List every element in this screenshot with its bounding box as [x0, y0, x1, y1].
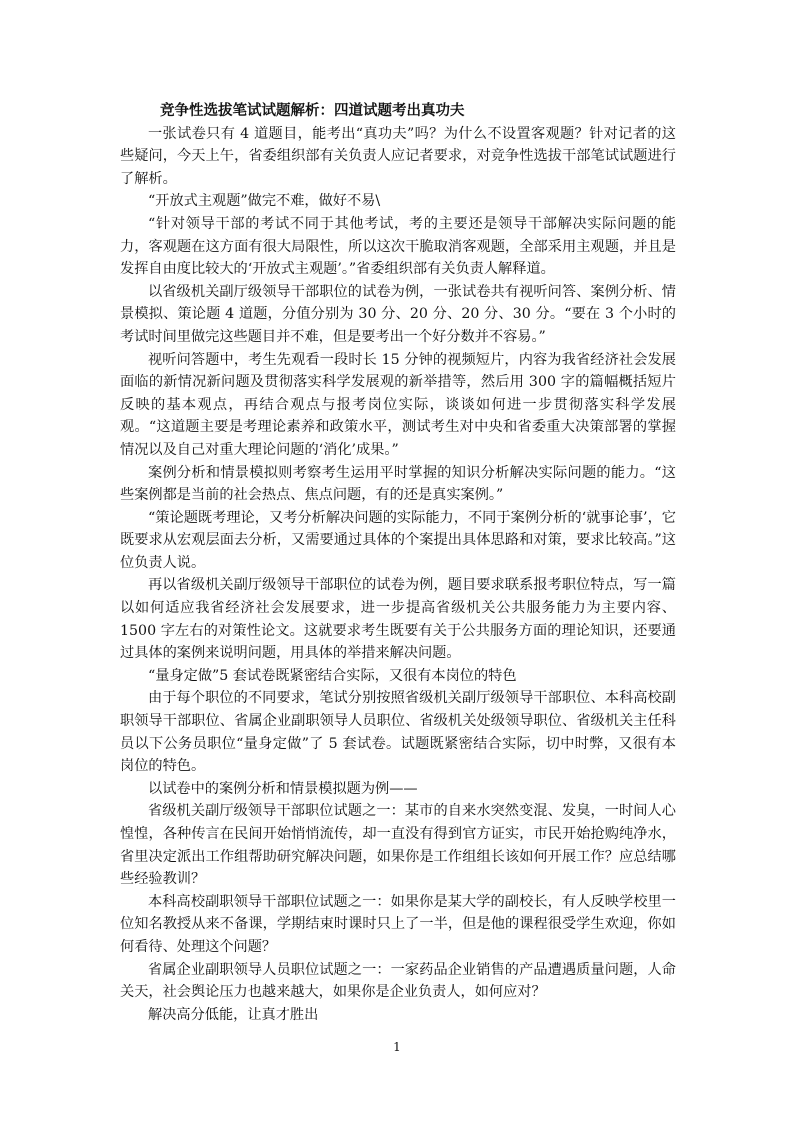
paragraph-3: 以省级机关副厅级领导干部职位的试卷为例，一张试卷共有视听问答、案例分析、情景模拟、策论题 4 道题，分值分别为 30 分、20 分、20 分、30 分。“要在 3 个小时的考试时间里做完这些题目并不难，但是要考出一个好分数并不容易。”: [120, 283, 676, 345]
paragraph-1: 一张试卷只有 4 道题目，能考出“真功夫”吗？为什么不设置客观题？针对记者的这些疑问，今天上午，省委组织部有关负责人应记者要求，对竞争性选拔干部笔试试题进行了解析。: [120, 125, 676, 187]
paragraph-10: 省级机关副厅级领导干部职位试题之一：某市的自来水突然变混、发臭，一时间人心惶惶，各种传言在民间开始悄悄流传，却一直没有得到官方证实，市民开始抢购纯净水，省里决定派出工作组帮助研究解决问题，如果你是工作组组长该如何开展工作？应总结哪些经验教训？: [120, 803, 676, 888]
paragraph-8: 由于每个职位的不同要求，笔试分别按照省级机关副厅级领导干部职位、本科高校副职领导干部职位、省属企业副职领导人员职位、省级机关处级领导职位、省级机关主任科员以下公务员职位“量身定做”了 5 套试卷。试题既紧密结合实际，切中时弊，又很有本岗位的特色。: [120, 690, 676, 775]
section-heading-3: 解决高分低能，让真才胜出: [148, 1006, 319, 1023]
paragraph-9: 以试卷中的案例分析和情景模拟题为例——: [148, 780, 418, 797]
page-number: 1: [393, 1040, 401, 1054]
paragraph-5: 案例分析和情景模拟则考察考生运用平时掌握的知识分析解决实际问题的能力。“这些案例都是当前的社会热点、焦点问题，有的还是真实案例。”: [120, 464, 676, 504]
paragraph-7: 再以省级机关副厅级领导干部职位的试卷为例，题目要求联系报考职位特点，写一篇以如何适应我省经济社会发展要求，进一步提高省级机关公共服务能力为主要内容、1500 字左右的对策性论文。这就要求考生既要有关于公共服务方面的理论知识，还要通过具体的案例来说明问题，用具体的举措来解决问题。: [120, 577, 676, 662]
paragraph-2: “针对领导干部的考试不同于其他考试，考的主要还是领导干部解决实际问题的能力，客观题在这方面有很大局限性，所以这次干脆取消客观题，全部采用主观题，并且是发挥自由度比较大的‘开放式主观题’。”省委组织部有关负责人解释道。: [120, 215, 676, 278]
section-heading-2: “量身定做”5 套试卷既紧密结合实际，又很有本岗位的特色: [148, 667, 517, 684]
paragraph-6: “策论题既考理论，又考分析解决问题的实际能力，不同于案例分析的‘就事论事’，它既要求从宏观层面去分析，又需要通过具体的个案提出具体思路和对策，要求比较高。”这位负责人说。: [120, 509, 676, 571]
document-body: [120, 100, 676, 1026]
document-title: 竞争性选拔笔试试题解析：四道试题考出真功夫: [160, 102, 465, 119]
section-heading-1: “开放式主观题”做完不难，做好不易\: [148, 193, 381, 210]
paragraph-4: 视听问答题中，考生先观看一段时长 15 分钟的视频短片，内容为我省经济社会发展面临的新情况新问题及贯彻落实科学发展观的新举措等，然后用 300 字的篇幅概括短片反映的基本观点，再结合观点与报考岗位实际，谈谈如何进一步贯彻落实科学发展观。“这道题主要是考理论素养和政策水平，测试考生对中央和省委重大决策部署的掌握情况以及自己对重大理论问题的‘消化’成果。”: [120, 351, 676, 458]
paragraph-11: 本科高校副职领导干部职位试题之一：如果你是某大学的副校长，有人反映学校里一位知名教授从来不备课，学期结束时课时只上了一半，但是他的课程很受学生欢迎，你如何看待、处理这个问题？: [120, 893, 676, 955]
paragraph-12: 省属企业副职领导人员职位试题之一：一家药品企业销售的产品遭遇质量问题，人命关天，社会舆论压力也越来越大，如果你是企业负责人，如何应对？: [120, 961, 676, 1001]
